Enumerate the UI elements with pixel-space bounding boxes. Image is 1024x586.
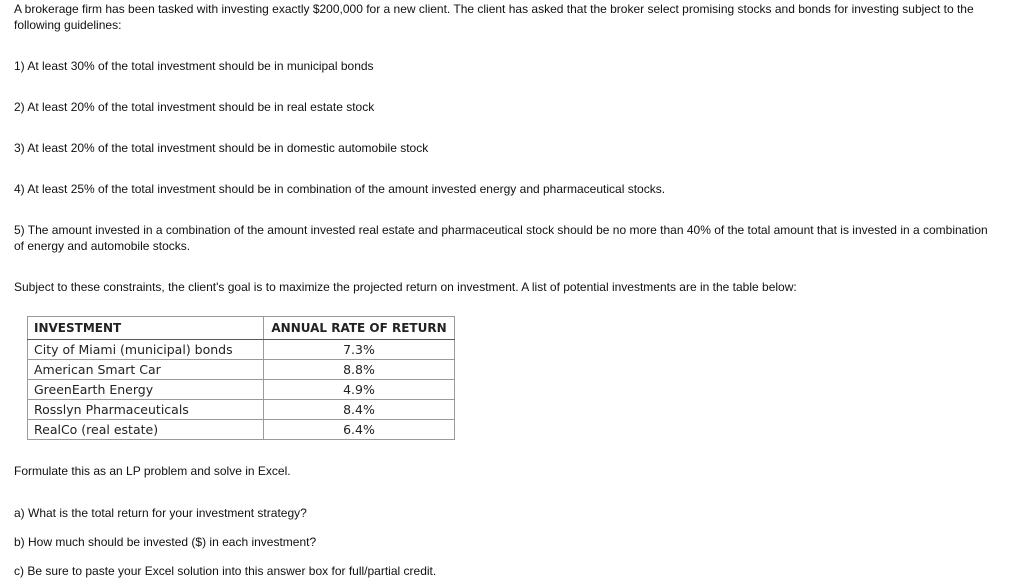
investment-name: American Smart Car [28, 360, 264, 380]
investment-rate: 4.9% [264, 380, 455, 400]
investment-rate: 8.8% [264, 360, 455, 380]
investment-name: City of Miami (municipal) bonds [28, 340, 264, 360]
intro-paragraph: A brokerage firm has been tasked with investing exactly $200,000 for a new client. The client has asked that the broker select promising stocks and bonds for investing subject to the following guidelines: [14, 2, 974, 32]
investment-name: GreenEarth Energy [28, 380, 264, 400]
investment-name: RealCo (real estate) [28, 420, 264, 440]
investment-name: Rosslyn Pharmaceuticals [28, 400, 264, 420]
guideline-4: 4) At least 25% of the total investment should be in combination of the amount invested energy and pharmaceutical stocks. [14, 182, 666, 196]
table-row [28, 380, 455, 400]
formulate-instruction: Formulate this as an LP problem and solve in Excel. [14, 464, 291, 478]
guideline-1: 1) At least 30% of the total investment should be in municipal bonds [14, 59, 374, 73]
question-b: b) How much should be invested ($) in each investment? [14, 535, 317, 549]
table-row [28, 340, 455, 360]
table-row [28, 360, 455, 380]
table-row [28, 400, 455, 420]
header-rate-of-return: ANNUAL RATE OF RETURN [264, 317, 455, 340]
question-c: c) Be sure to paste your Excel solution into this answer box for full/partial credit. [14, 564, 437, 578]
guideline-5: 5) The amount invested in a combination of the amount invested real estate and pharmaceutical stock should be no more than 40% of the total amount that is invested in a combination of energy and automobile stocks. [14, 223, 988, 253]
goal-paragraph: Subject to these constraints, the client's goal is to maximize the projected return on investment. A list of potential investments are in the table below: [14, 280, 797, 294]
investment-rate: 8.4% [264, 400, 455, 420]
guideline-2: 2) At least 20% of the total investment should be in real estate stock [14, 100, 375, 114]
investment-rate: 7.3% [264, 340, 455, 360]
investment-rate: 6.4% [264, 420, 455, 440]
investment-table [27, 316, 455, 440]
guideline-3: 3) At least 20% of the total investment should be in domestic automobile stock [14, 141, 429, 155]
table-header-row [28, 317, 455, 340]
question-a: a) What is the total return for your investment strategy? [14, 506, 307, 520]
table-row [28, 420, 455, 440]
header-investment: INVESTMENT [28, 317, 264, 340]
